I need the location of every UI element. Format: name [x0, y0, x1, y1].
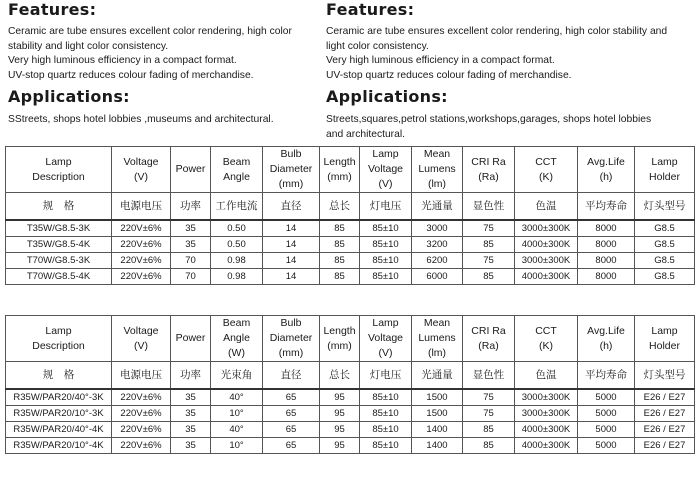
table-cell: 1400: [412, 438, 463, 454]
table-cell: 5000: [578, 389, 635, 406]
column-header-line: Length: [323, 324, 356, 337]
table-cell: 5000: [578, 422, 635, 438]
column-header: [263, 147, 320, 193]
table-cell: 70: [171, 253, 211, 269]
column-header-line: Lamp: [651, 324, 678, 337]
applications-heading: Applications:: [326, 87, 448, 106]
column-header-line: (h): [599, 170, 613, 183]
column-header: [360, 147, 412, 193]
applications-heading: Applications:: [8, 87, 130, 106]
column-header: [320, 147, 360, 193]
table-cell: R35W/PAR20/40°-4K: [6, 422, 112, 438]
features-text: [8, 25, 292, 83]
table-cell: 220V±6%: [112, 438, 171, 454]
features-text: [326, 25, 667, 83]
chinese-header-cell: 总长: [320, 193, 360, 221]
column-header: [515, 316, 578, 362]
column-header-line: (Ra): [478, 170, 499, 183]
column-header-line: Voltage: [367, 163, 404, 175]
chinese-header-cell: 功率: [171, 362, 211, 390]
applications-line: Streets,squares,petrol stations,workshops,garages, shops hotel lobbies: [326, 114, 652, 125]
column-header: [412, 147, 463, 193]
table-cell: 8000: [578, 237, 635, 253]
column-header-line: Voltage: [367, 332, 404, 344]
column-header-line: (lm): [427, 347, 447, 359]
table-row: [6, 253, 695, 269]
table-row: [6, 438, 695, 454]
column-header-line: Holder: [649, 170, 680, 183]
table-cell: 75: [463, 389, 515, 406]
features-heading: Features:: [8, 0, 97, 19]
chinese-header-cell: 显色性: [463, 362, 515, 390]
spec-table-tubular: [5, 146, 695, 285]
column-header-line: (mm): [278, 178, 304, 190]
table-cell: 8000: [578, 269, 635, 285]
column-header-line: Diameter: [269, 163, 313, 175]
column-header-line: Angle: [223, 170, 250, 183]
table-cell: 0.98: [211, 269, 263, 285]
table-cell: 95: [320, 389, 360, 406]
chinese-header-cell: 色温: [515, 193, 578, 221]
column-header-line: Bulb: [280, 148, 302, 160]
table-cell: 40°: [211, 422, 263, 438]
column-header-line: Lamp: [372, 317, 399, 329]
table-cell: 35: [171, 220, 211, 237]
column-header-line: Avg.Life: [587, 155, 625, 168]
table-row: [6, 269, 695, 285]
applications-text: [8, 113, 274, 128]
features-line: stability and light color consistency.: [8, 40, 169, 52]
column-header: [515, 147, 578, 193]
column-header-line: CCT: [535, 155, 557, 168]
table-cell: 3000±300K: [515, 220, 578, 237]
table-cell: 4000±300K: [515, 269, 578, 285]
chinese-header-cell: 灯电压: [360, 193, 412, 221]
table-cell: 75: [463, 253, 515, 269]
table-cell: 3200: [412, 237, 463, 253]
table-cell: 75: [463, 220, 515, 237]
table-cell: 85: [463, 422, 515, 438]
column-header-line: Holder: [649, 339, 680, 352]
table-cell: 85: [463, 237, 515, 253]
column-header-line: Mean: [423, 148, 451, 160]
table-cell: 0.50: [211, 237, 263, 253]
column-header-line: Power: [175, 332, 206, 344]
table-cell: 95: [320, 438, 360, 454]
table-cell: R35W/PAR20/10°-4K: [6, 438, 112, 454]
column-header: [578, 147, 635, 193]
table-cell: E26 / E27: [635, 389, 695, 406]
column-header-line: Lamp: [372, 148, 399, 160]
column-header-line: Voltage: [123, 155, 159, 168]
column-header-line: Lamp: [45, 324, 72, 337]
table-cell: 5000: [578, 438, 635, 454]
table-cell: 14: [263, 269, 320, 285]
column-header-line: Diameter: [269, 332, 313, 344]
chinese-header-cell: 规 格: [6, 362, 112, 390]
table-cell: 220V±6%: [112, 406, 171, 422]
table-cell: 35: [171, 438, 211, 454]
column-header: [635, 147, 695, 193]
table-cell: 8000: [578, 253, 635, 269]
table-cell: T70W/G8.5-4K: [6, 269, 112, 285]
table-cell: 65: [263, 406, 320, 422]
column-header-line: Voltage: [123, 324, 159, 337]
chinese-header-cell: 规 格: [6, 193, 112, 221]
header-row: [6, 147, 695, 193]
chinese-header-cell: 灯电压: [360, 362, 412, 390]
table-cell: 220V±6%: [112, 253, 171, 269]
column-header: [263, 316, 320, 362]
column-header-line: (mm): [327, 339, 352, 352]
column-header-line: CCT: [535, 324, 557, 337]
column-header: [463, 147, 515, 193]
table-cell: 220V±6%: [112, 389, 171, 406]
table-cell: 85±10: [360, 406, 412, 422]
features-line: Ceramic are tube ensures excellent color rendering, high color stability and: [326, 26, 668, 37]
table-cell: 4000±300K: [515, 438, 578, 454]
table-cell: 3000±300K: [515, 406, 578, 422]
table-cell: 35: [171, 237, 211, 253]
table-cell: 0.98: [211, 253, 263, 269]
table-cell: 85±10: [360, 438, 412, 454]
table-cell: 220V±6%: [112, 269, 171, 285]
table-cell: 95: [320, 406, 360, 422]
table-cell: 85±10: [360, 422, 412, 438]
column-header-line: (V): [134, 170, 148, 183]
table-cell: 35: [171, 422, 211, 438]
chinese-header-cell: 灯头型号: [635, 193, 695, 221]
table-cell: G8.5: [635, 269, 695, 285]
applications-text: [326, 113, 651, 142]
table-cell: 4000±300K: [515, 237, 578, 253]
column-header: [360, 316, 412, 362]
table-cell: G8.5: [635, 253, 695, 269]
table-cell: G8.5: [635, 237, 695, 253]
table-cell: 220V±6%: [112, 422, 171, 438]
table-cell: E26 / E27: [635, 406, 695, 422]
table-cell: 14: [263, 253, 320, 269]
table-cell: 6000: [412, 269, 463, 285]
table-cell: 85: [463, 269, 515, 285]
column-header-line: (W): [228, 347, 245, 359]
table-cell: 35: [171, 406, 211, 422]
column-header-line: Lumens: [418, 163, 456, 175]
table-cell: 85±10: [360, 253, 412, 269]
chinese-header-cell: 功率: [171, 193, 211, 221]
table-cell: 35: [171, 389, 211, 406]
column-header-line: Beam: [222, 155, 251, 168]
chinese-header-cell: 光通量: [412, 362, 463, 390]
table-cell: 5000: [578, 406, 635, 422]
table-cell: E26 / E27: [635, 422, 695, 438]
column-header-line: (V): [378, 347, 393, 359]
table-row: [6, 422, 695, 438]
table-cell: 6200: [412, 253, 463, 269]
table-cell: 1500: [412, 389, 463, 406]
table-cell: 85: [320, 269, 360, 285]
chinese-header-cell: 平均寿命: [578, 193, 635, 221]
table-cell: 3000: [412, 220, 463, 237]
table-row: [6, 406, 695, 422]
column-header-line: Angle: [223, 332, 250, 344]
features-line: UV-stop quartz reduces colour fading of merchandise.: [8, 69, 254, 81]
table-cell: 3000±300K: [515, 253, 578, 269]
features-line: Ceramic are tube ensures excellent color rendering, high color: [8, 26, 292, 37]
table-cell: 85±10: [360, 220, 412, 237]
table-cell: 10°: [211, 406, 263, 422]
applications-line: SStreets, shops hotel lobbies ,museums and architectural.: [8, 114, 274, 125]
chinese-header-cell: 色温: [515, 362, 578, 390]
column-header-line: (h): [599, 339, 613, 352]
column-header: [6, 316, 112, 362]
column-header-line: (V): [134, 339, 148, 352]
column-header-line: Description: [32, 170, 85, 183]
chinese-header-cell: 平均寿命: [578, 362, 635, 390]
table-cell: E26 / E27: [635, 438, 695, 454]
table-row: [6, 389, 695, 406]
column-header: [171, 316, 211, 362]
table-cell: 70: [171, 269, 211, 285]
column-header-line: (mm): [327, 170, 352, 183]
applications-line: and architectural.: [326, 128, 405, 140]
column-header-line: Lumens: [418, 332, 456, 344]
column-header-line: Power: [175, 163, 206, 175]
table-cell: G8.5: [635, 220, 695, 237]
table-cell: 4000±300K: [515, 422, 578, 438]
column-header-line: CRI Ra: [471, 324, 506, 337]
table-cell: 65: [263, 389, 320, 406]
column-header-line: (lm): [427, 178, 447, 190]
column-header-line: Beam: [222, 317, 251, 329]
chinese-header-cell: 电源电压: [112, 362, 171, 390]
column-header-line: Lamp: [651, 155, 678, 168]
table-cell: R35W/PAR20/10°-3K: [6, 406, 112, 422]
table-cell: 65: [263, 422, 320, 438]
table-cell: 1500: [412, 406, 463, 422]
column-header: [211, 147, 263, 193]
column-header-line: Description: [32, 339, 85, 352]
column-header-line: Avg.Life: [587, 324, 625, 337]
header-row: [6, 316, 695, 362]
table-cell: 14: [263, 220, 320, 237]
features-line: Very high luminous efficiency in a compact format.: [326, 55, 555, 67]
column-header-line: (K): [539, 170, 553, 183]
table-cell: 220V±6%: [112, 220, 171, 237]
spec-table-par20: [5, 315, 695, 454]
table-cell: 65: [263, 438, 320, 454]
column-header: [320, 316, 360, 362]
column-header-line: (V): [378, 178, 393, 190]
chinese-header-cell: 直径: [263, 193, 320, 221]
column-header: [412, 316, 463, 362]
chinese-header-cell: 电源电压: [112, 193, 171, 221]
table-cell: 14: [263, 237, 320, 253]
features-line: light color consistency.: [326, 40, 429, 52]
table-cell: 0.50: [211, 220, 263, 237]
table-cell: 85±10: [360, 269, 412, 285]
column-header-line: Bulb: [280, 317, 302, 329]
table-cell: 85: [463, 438, 515, 454]
table-cell: T35W/G8.5-3K: [6, 220, 112, 237]
table-cell: 85: [320, 253, 360, 269]
table-cell: T35W/G8.5-4K: [6, 237, 112, 253]
column-header: [6, 147, 112, 193]
column-header-line: Lamp: [45, 155, 72, 168]
column-header: [578, 316, 635, 362]
column-header-line: (Ra): [478, 339, 499, 352]
table-cell: T70W/G8.5-3K: [6, 253, 112, 269]
column-header: [112, 147, 171, 193]
table-cell: 220V±6%: [112, 237, 171, 253]
chinese-header-cell: 总长: [320, 362, 360, 390]
chinese-header-row: [6, 362, 695, 390]
column-header-line: (mm): [278, 347, 304, 359]
column-header: [171, 147, 211, 193]
column-header-line: Length: [323, 155, 356, 168]
table-row: [6, 220, 695, 237]
chinese-header-cell: 显色性: [463, 193, 515, 221]
table-cell: 85±10: [360, 237, 412, 253]
column-header: [635, 316, 695, 362]
column-header: [211, 316, 263, 362]
table-cell: 85: [320, 220, 360, 237]
column-header-line: CRI Ra: [471, 155, 506, 168]
column-header-line: Mean: [423, 317, 451, 329]
chinese-header-row: [6, 193, 695, 221]
features-heading: Features:: [326, 0, 415, 19]
chinese-header-cell: 光束角: [211, 362, 263, 390]
table-row: [6, 237, 695, 253]
table-cell: 40°: [211, 389, 263, 406]
table-cell: 85±10: [360, 389, 412, 406]
chinese-header-cell: 直径: [263, 362, 320, 390]
table-cell: 10°: [211, 438, 263, 454]
table-cell: 95: [320, 422, 360, 438]
column-header: [112, 316, 171, 362]
table-cell: 3000±300K: [515, 389, 578, 406]
features-line: Very high luminous efficiency in a compact format.: [8, 55, 237, 67]
column-header-line: (K): [539, 339, 553, 352]
chinese-header-cell: 灯头型号: [635, 362, 695, 390]
features-line: UV-stop quartz reduces colour fading of merchandise.: [326, 69, 572, 81]
table-cell: R35W/PAR20/40°-3K: [6, 389, 112, 406]
chinese-header-cell: 工作电流: [211, 193, 263, 221]
table-cell: 75: [463, 406, 515, 422]
table-cell: 1400: [412, 422, 463, 438]
chinese-header-cell: 光通量: [412, 193, 463, 221]
table-cell: 85: [320, 237, 360, 253]
column-header: [463, 316, 515, 362]
table-cell: 8000: [578, 220, 635, 237]
